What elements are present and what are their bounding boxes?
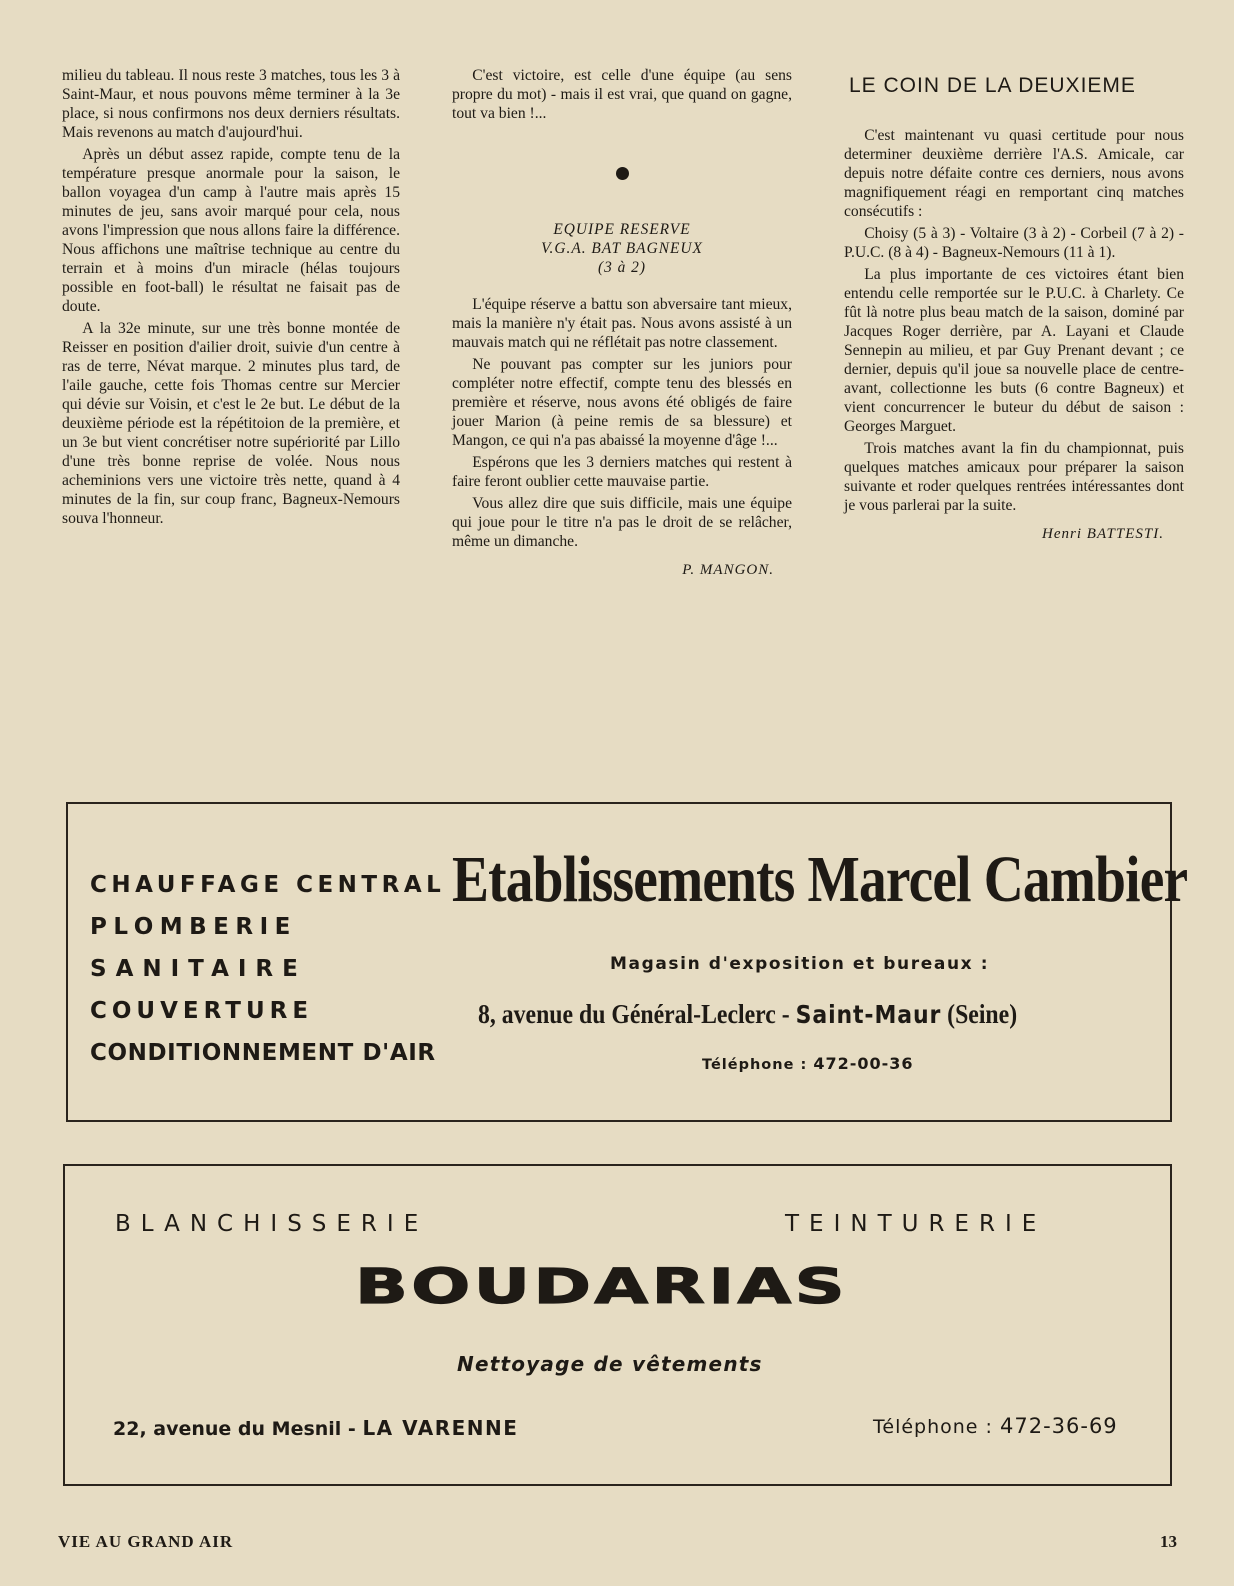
article-column-1 xyxy=(62,66,400,528)
col1-paragraph-3: A la 32e minute, sur une très bonne montée de Reisser en position d'ailier droit, suivie d'un centre à ras de terre, Névat marque. 2 minutes plus tard, de l'aile gauche, cette fois Thomas centre sur Mercier qui dévie sur Voisin, et c'est le 2e but. Le début de la deuxième période est la répétitoion de la première, et un 3e but vient concrétiser notre supériorité par Lillo d'une très bonne reprise de volée. Nous nous acheminions vers une victoire très nette, quand à 4 minutes de la fin, sur coup franc, Bagneux-Nemours souva l'honneur. xyxy=(62,320,400,527)
service-laundry: BLANCHISSERIE xyxy=(115,1211,429,1237)
firm-address xyxy=(478,999,1017,1030)
col2-paragraph-3: Ne pouvant pas compter sur les juniors pour compléter notre effectif, compte tenu des blessés en première et réserve, nous avons été obligés de faire jouer Marion (à peine remis de sa blessure) et Mangon, ce qui n'a pas abaissé la moyenne d'âge !... xyxy=(452,356,792,449)
service-dyeing: TEINTURERIE xyxy=(785,1211,1047,1237)
col2-paragraph-4: Espérons que les 3 derniers matches qui restent à faire feront oublier cette mauvaise partie. xyxy=(452,454,792,490)
col2-paragraph-5: Vous allez dire que suis difficile, mais une équipe qui joue pour le titre n'a pas le droit de se relâcher, même un dimanche. xyxy=(452,495,792,550)
firm-name: Etablissements Marcel Cambier xyxy=(452,843,1188,916)
signature-battesti: Henri BATTESTI. xyxy=(1042,526,1164,542)
address-city: Saint-Maur xyxy=(795,1000,942,1029)
reserve-team-subhead xyxy=(452,220,792,277)
phone-label: Téléphone : xyxy=(873,1416,1000,1438)
col3-paragraph-2: Choisy (5 à 3) - Voltaire (3 à 2) - Corbeil (7 à 2) - P.U.C. (8 à 4) - Bagneux-Nemours (11 à 1). xyxy=(844,225,1184,261)
service-item: PLOMBERIE xyxy=(90,914,297,940)
service-item: CHAUFFAGE CENTRAL xyxy=(90,872,446,898)
phone-label: Téléphone : xyxy=(702,1057,814,1073)
publication-title: VIE AU GRAND AIR xyxy=(58,1532,234,1551)
advertisement-cambier xyxy=(66,802,1188,1122)
address-street: 8, avenue du Général-Leclerc - xyxy=(478,999,796,1029)
article-column-3 xyxy=(844,66,1184,544)
service-item: SANITAIRE xyxy=(90,956,307,982)
address-region: (Seine) xyxy=(941,999,1018,1029)
col3-paragraph-3: La plus importante de ces victoires étant bien entendu celle remportée sur le P.U.C. à Charlety. Ce fût là notre plus beau match de la saison, dominé par Jacques Roger derrière, par A. Layani et Claude Sennepin au milieu, et par Guy Prenant devant ; ce dernier, depuis qu'il joue sa nouvelle place de centre-avant, collectionne les buts (6 contre Bagneux) et vient concurrencer le buteur du début de saison : Georges Marguet. xyxy=(844,266,1184,435)
subhead-line-3: (3 à 2) xyxy=(597,259,647,276)
shop-address xyxy=(113,1416,518,1440)
signature-mangon: P. MANGON. xyxy=(682,562,774,578)
col3-paragraph-1: C'est maintenant vu quasi certitude pour nous determiner deuxième derrière l'A.S. Amicale, car depuis notre défaite contre ces derniers, nous avons magnifiquement réagi en remportant cinq matches consécutifs : xyxy=(844,127,1184,220)
col2-paragraph-1: C'est victoire, est celle d'une équipe (au sens propre du mot) - mais il est vrai, que quand on gagne, tout va bien !... xyxy=(452,67,792,122)
service-list xyxy=(90,864,445,1074)
advertisement-boudarias xyxy=(63,1164,1172,1486)
subhead-line-2: V.G.A. BAT BAGNEUX xyxy=(541,240,703,257)
firm-phone xyxy=(702,1054,914,1073)
address-city: LA VARENNE xyxy=(362,1416,519,1440)
address-street: 22, avenue du Mesnil - xyxy=(113,1418,363,1440)
brand-name: BOUDARIAS xyxy=(355,1258,849,1315)
service-item: CONDITIONNEMENT D'AIR xyxy=(90,1040,436,1066)
phone-number: 472-00-36 xyxy=(813,1054,914,1073)
showroom-text: Magasin d'exposition et bureaux : xyxy=(610,954,990,974)
page-number: 13 xyxy=(1160,1532,1177,1551)
shop-phone xyxy=(873,1414,1118,1438)
col1-paragraph-2: Après un début assez rapide, compte tenu de la température presque anormale pour la saison, le ballon voyagea d'un camp à l'autre mais après 15 minutes de jeu, sans avoir marqué pour cela, nous avons l'impression que nous allons faire la différence. Nous affichons une maîtrise technique au centre du terrain et à moins d'un miracle (hélas toujours possible en foot-ball) le résultat ne faisait pas de doute. xyxy=(62,146,400,315)
col3-paragraph-4: Trois matches avant la fin du championnat, puis quelques matches amicaux pour préparer la saison suivante et roder quelques rentrées intéressantes dont je vous parlerai par la suite. xyxy=(844,440,1184,514)
article-column-2 xyxy=(452,66,792,580)
phone-number: 472-36-69 xyxy=(999,1414,1118,1438)
col2-paragraph-2: L'équipe réserve a battu son abversaire tant mieux, mais la manière n'y était pas. Nous avons assisté à un mauvais match qui ne réflétait pas notre classement. xyxy=(452,296,792,351)
subhead-line-1: EQUIPE RESERVE xyxy=(553,221,691,238)
brand-tagline: Nettoyage de vêtements xyxy=(457,1352,763,1376)
bullet-separator-icon xyxy=(616,167,629,180)
service-item: COUVERTURE xyxy=(90,998,314,1024)
col1-paragraph-1: milieu du tableau. Il nous reste 3 matches, tous les 3 à Saint-Maur, et nous pouvons même terminer à la 3e place, si nous confirmons nos deux derniers résultats. Mais revenons au match d'aujourd'hui. xyxy=(62,67,400,141)
section-heading: LE COIN DE LA DEUXIEME xyxy=(849,74,1136,97)
